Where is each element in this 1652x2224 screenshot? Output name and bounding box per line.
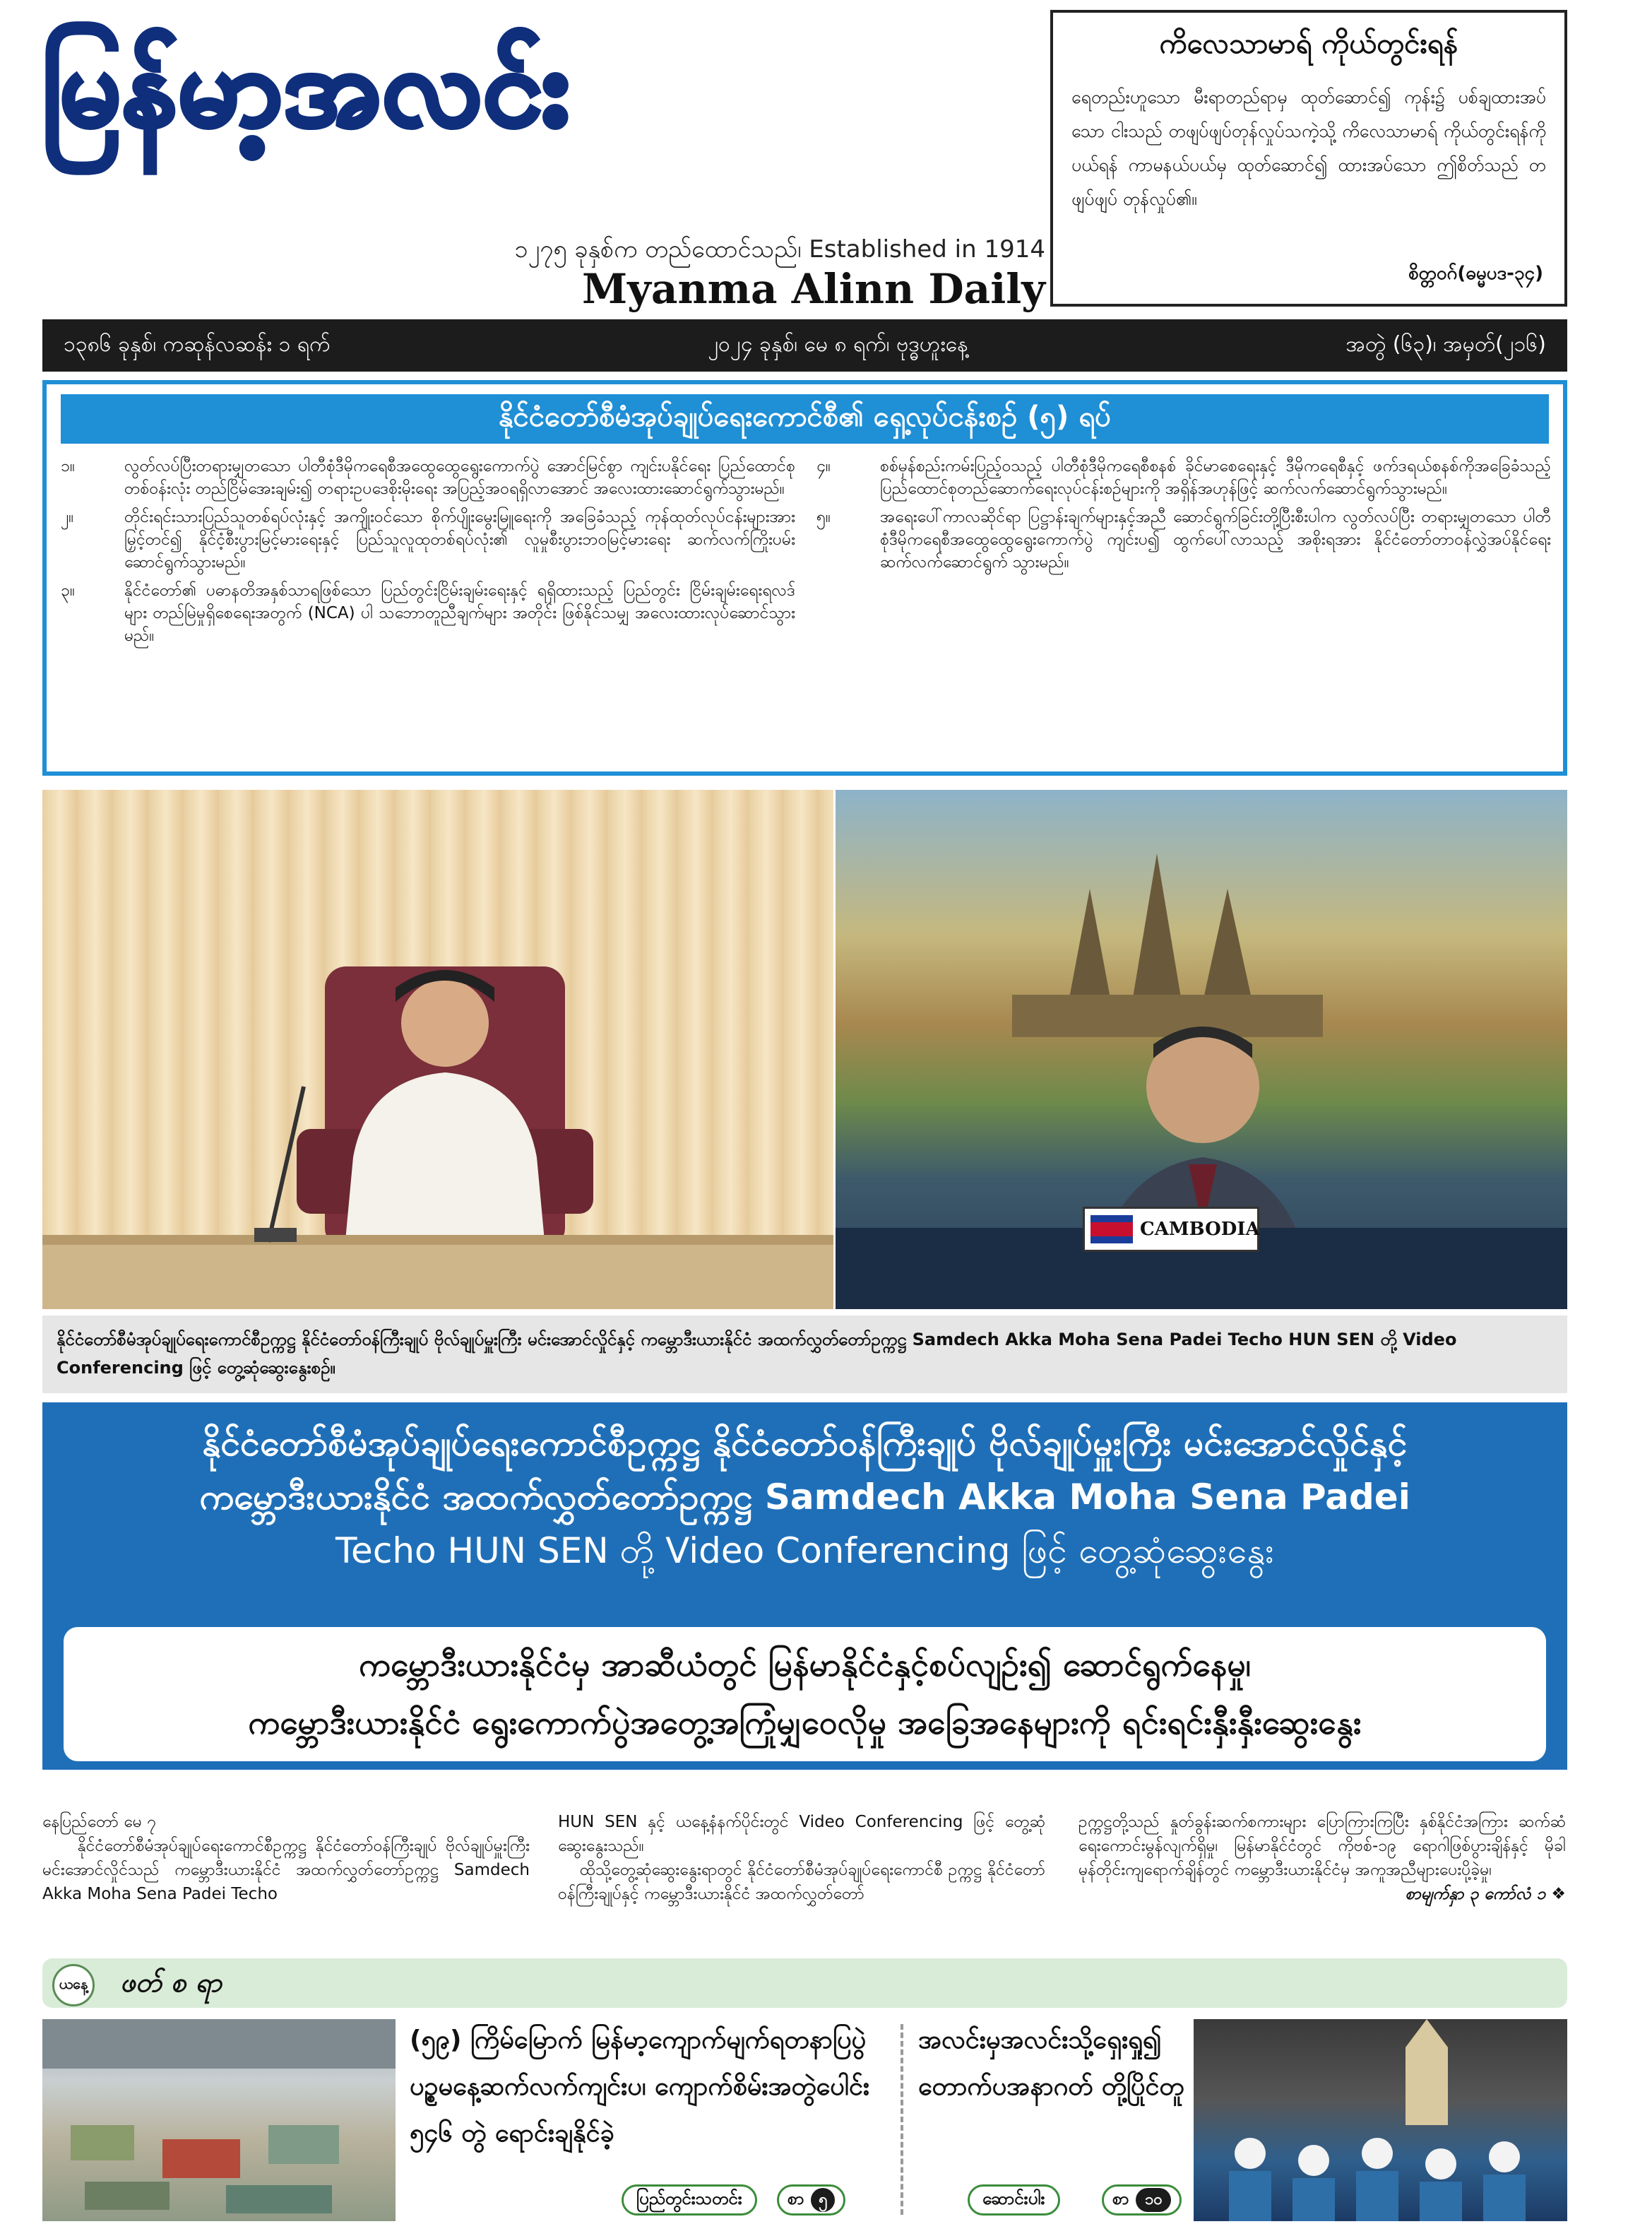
page-number: ၁၀	[1136, 2188, 1171, 2212]
objective-item	[816, 506, 1551, 574]
teaser-line: တောက်ပအနာဂတ် တို့ပြိုင်တူ	[918, 2072, 1184, 2101]
masthead	[42, 14, 1059, 313]
teaser-divider	[901, 2024, 906, 2215]
quote-body: ရေတည်းဟူသော မီးရာတည်ရာမှ ထုတ်ဆောင်၍ ကုန်း၌ ပစ်ချထားအပ်သော ငါးသည် တဖျပ်ဖျပ်တုန်လှုပ်သကဲ့သို့ ကိလေသာမာရ် ကိုယ်တွင်းရန်ကို ပယ်ရန် ကာမနယ်ပယ်မှ ထုတ်ဆောင်၍ ထားအပ်သော ဤစိတ်သည် တဖျပ်ဖျပ် တုန်လှုပ်၏။	[1071, 87, 1546, 209]
cambodia-flag-icon	[1091, 1215, 1133, 1243]
page-link-5[interactable]	[777, 2184, 845, 2216]
page-prefix: စာ	[788, 2189, 804, 2208]
quote-source: စိတ္တဝဂ်(ဓမ္မပဒ-၃၄)	[1408, 263, 1543, 284]
gems-emporium-illustration	[42, 2019, 396, 2221]
objective-item	[816, 455, 1551, 500]
issue-number: အတွဲ (၆၃)၊ အမှတ်(၂၁၆)	[1345, 331, 1546, 357]
date-bar	[42, 319, 1567, 372]
newspaper-title: မြန်မာ့အလင်း	[42, 27, 571, 150]
quote-title: ကိလေသာမာရ် ကိုယ်တွင်းရန်	[1159, 28, 1458, 60]
objective-text: စစ်မှန်စည်းကမ်းပြည့်ဝသည့် ပါတီစုံဒီမိုကရေစီစနစ် ခိုင်မာစေရေးနှင့် ဒီမိုကရေစီနှင့် ဖက်ဒရယ်စနစ်ကိုအခြေခံသည့် ပြည်ထောင်စုတည်ဆောက်ရေးလုပ်ငန်းစဉ်များကို အရှိန်အဟုန်ဖြင့် ဆက်လက်ဆောင်ရွက်သွားမည်။	[880, 457, 1551, 498]
objectives-title: နိုင်ငံတော်စီမံအုပ်ချုပ်ရေးကောင်စီ၏ ရှေ့လုပ်ငန်းစဉ် (၅) ရပ်	[61, 394, 1549, 444]
headline-line: နိုင်ငံတော်စီမံအုပ်ချုပ်ရေးကောင်စီဥက္ကဋ္ဌ နိုင်ငံတော်ဝန်ကြီးချုပ် ဗိုလ်ချုပ်မှူးကြီး မင်းအောင်လှိုင်နှင့်	[202, 1423, 1408, 1464]
article-column-3	[1078, 1810, 1566, 1906]
page-link-10[interactable]	[1102, 2184, 1182, 2216]
photo-hun-sen	[836, 790, 1567, 1309]
main-headline	[42, 1402, 1567, 1770]
teaser-line: ၅၄၆ တွဲ ရောင်းချနိုင်ခဲ့	[410, 2119, 614, 2148]
objective-text: အရေးပေါ်ကာလဆိုင်ရာ ပြဋ္ဌာန်းချက်များနှင့်အညီ ဆောင်ရွက်ခြင်းတို့ပြီးစီးပါက လွတ်လပ်ပြီး တရားမျှတသော ပါတီစုံဒီမိုကရေစီအထွေထွေရွေးကောက်ပွဲ ကျင်းပ၍ ထွက်ပေါ်လာသည့် အစိုးရအား နိုင်ငံတော်တာဝန်လွှဲအပ်နိုင်ရေး ဆက်လက်ဆောင်ရွက် သွားမည်။	[880, 508, 1551, 572]
english-name: Myanma Alinn Daily	[581, 265, 1045, 313]
tag-article: ဆောင်းပါး	[968, 2184, 1060, 2216]
tag-domestic-news: ပြည်တွင်းသတင်း	[622, 2184, 757, 2216]
objective-text: လွတ်လပ်ပြီးတရားမျှတသော ပါတီစုံဒီမိုကရေစီအထွေထွေရွေးကောက်ပွဲ အောင်မြင်စွာ ကျင်းပနိုင်ရေး ပြည်ထောင်စုတစ်ဝန်းလုံး တည်ငြိမ်အေးချမ်း၍ တရားဥပဒေစိုးမိုးရေး အပြည့်အဝရရှိလာအောင် အလေးထားဆောင်ရွက်သွားမည်။	[124, 457, 795, 498]
myanmar-date: ၁၃၈၆ ခုနှစ်၊ ကဆုန်လဆန်း ၁ ရက်	[64, 331, 331, 357]
subtitle-line: ကမ္ဘောဒီးယားနိုင်ငံမှ အာဆီယံတွင် မြန်မာနိုင်ငံနှင့်စပ်လျဉ်း၍ ဆောင်ရွက်နေမှု၊	[359, 1645, 1251, 1684]
teaser-gems[interactable]	[410, 2017, 890, 2157]
objective-text: နိုင်ငံတော်၏ ပဓာနတိအနှစ်သာရဖြစ်သော ပြည်တွင်းငြိမ်းချမ်းရေးနှင့် ရရှိထားသည့် ပြည်တွင်း ငြိမ်းချမ်းရေးရလဒ်များ တည်မြဲမှုရှိစေရေးအတွက် (NCA) ပါ သဘောတူညီချက်များ အတိုင်း ဖြစ်နိုင်သမျှ အလေးထားလုပ်ဆောင်သွားမည်။	[124, 581, 795, 645]
subtitle-line: ကမ္ဘောဒီးယားနိုင်ငံ ရွေးကောက်ပွဲအတွေ့အကြုံမျှဝေလိုမှု အခြေအနေများကို ရင်းရင်းနှီးနှီးဆွေးနွေး	[248, 1703, 1362, 1741]
established-line: ၁၂၇၅ ခုနှစ်က တည်ထောင်သည်၊ Established in 1914	[514, 235, 1045, 264]
headline-subtitle	[64, 1627, 1546, 1761]
teaser-line: အလင်းမှအလင်းသို့ရှေးရှု၍	[918, 2025, 1162, 2054]
inside-bar	[42, 1958, 1567, 2008]
page-prefix: စာ	[1112, 2189, 1129, 2208]
objectives-box	[42, 380, 1567, 776]
article-column-1: နေပြည်တော် မေ ၇ နိုင်ငံတော်စီမံအုပ်ချုပ်ရေးကောင်စီဥက္ကဋ္ဌ နိုင်ငံတော်ဝန်ကြီးချုပ် ဗိုလ်ချုပ်မှူးကြီး မင်းအောင်လှိုင်သည် ကမ္ဘောဒီးယားနိုင်ငံ အထက်လွှတ်တော်ဥက္ကဋ္ဌ Samdech Akka Moha Sena Padei Techo	[42, 1813, 530, 1903]
country-nameplate	[1083, 1207, 1259, 1252]
photo-caption: နိုင်ငံတော်စီမံအုပ်ချုပ်ရေးကောင်စီဥက္ကဋ္ဌ နိုင်ငံတော်ဝန်ကြီးချုပ် ဗိုလ်ချုပ်မှူးကြီး မင်းအောင်လှိုင်နှင့် ကမ္ဘောဒီးယားနိုင်ငံ အထက်လွှတ်တော်ဥက္ကဋ္ဌ Samdech Akka Moha Sena Padei Techo HUN SEN တို့ Video Conferencing ဖြင့် တွေ့ဆုံဆွေးနွေးစဉ်။	[42, 1315, 1567, 1393]
objective-number: ၄။	[816, 457, 831, 475]
continued-marker: စာမျက်နှာ ၃ ကော်လံ ၁ ❖	[1405, 1885, 1566, 1903]
country-label: CAMBODIA	[1140, 1219, 1260, 1240]
photo-prime-minister	[42, 790, 833, 1309]
objective-number: ၁။	[61, 457, 75, 475]
objectives-left-column	[61, 455, 795, 653]
teaser-line: ပဉ္စမနေ့ဆက်လက်ကျင်းပ၊ ကျောက်စိမ်းအတွဲပေါင်း	[410, 2072, 870, 2101]
teaser-article[interactable]	[918, 2017, 1187, 2110]
objective-item	[61, 506, 795, 574]
students-museum-illustration	[1194, 2019, 1567, 2221]
students-museum-photo	[1194, 2019, 1567, 2221]
quote-box	[1050, 10, 1567, 307]
headline-line: Techo HUN SEN တို့ Video Conferencing ဖြင့် တွေ့ဆုံဆွေးနွေး	[335, 1530, 1274, 1571]
objective-number: ၅။	[816, 508, 831, 526]
page-number: ၅	[811, 2188, 835, 2212]
photo-left-illustration	[42, 790, 833, 1309]
objective-item	[61, 579, 795, 647]
headline-line: ကမ္ဘောဒီးယားနိုင်ငံ အထက်လွှတ်တော်ဥက္ကဋ္ဌ Samdech Akka Moha Sena Padei	[199, 1477, 1410, 1518]
objectives-right-column	[816, 455, 1551, 579]
inside-title: ဖတ် စ ရာ	[120, 1967, 222, 1998]
objective-item	[61, 455, 795, 500]
objective-number: ၂။	[61, 508, 74, 526]
teaser-line: (၅၉) ကြိမ်မြောက် မြန်မာ့ကျောက်မျက်ရတနာပြပွဲ	[410, 2025, 867, 2054]
gems-emporium-photo	[42, 2019, 396, 2221]
article-text: ဥက္ကဋ္ဌတို့သည် နှုတ်ခွန်းဆက်စကားများ ပြောကြားကြပြီး နှစ်နိုင်ငံအကြား ဆက်ဆံရေးကောင်းမွန်လျက်ရှိမှု၊ မြန်မာနိုင်ငံတွင် ကိုဗစ်-၁၉ ရောဂါဖြစ်ပွားချိန်နှင့် မိုခါမုန်တိုင်းကျရောက်ချိန်တွင် ကမ္ဘောဒီးယားနိုင်ငံမှ အကူအညီများပေးပို့ခဲ့မှု၊	[1078, 1813, 1566, 1879]
objective-text: တိုင်းရင်းသားပြည်သူတစ်ရပ်လုံးနှင့် အကျိုးဝင်သော စိုက်ပျိုးမွေးမြူရေးကို အခြေခံသည့် ကုန်ထုတ်လုပ်ငန်းများအားမြှင့်တင်၍ နိုင်ငံ့စီးပွားမြင့်မားရေးနှင့် ပြည်သူလူထုတစ်ရပ်လုံး၏ လူမှုစီးပွားဘဝမြင့်မားရေး ဆက်လက်ကြိုးပမ်းဆောင်ရွက်သွားမည်။	[124, 508, 795, 572]
gregorian-date: ၂၀၂၄ ခုနှစ်၊ မေ ၈ ရက်၊ ဗုဒ္ဓဟူးနေ့	[708, 331, 968, 357]
objective-number: ၃။	[61, 581, 75, 600]
today-badge: ယနေ့	[52, 1964, 95, 2006]
headline-text	[64, 1416, 1546, 1578]
article-column-2: HUN SEN နှင့် ယနေ့နံနက်ပိုင်းတွင် Video Conferencing ဖြင့် တွေ့ဆုံဆွေးနွေးသည်။ ထိုသို့တွေ့ဆုံဆွေးနွေးရာတွင် နိုင်ငံတော်စီမံအုပ်ချုပ်ရေးကောင်စီ ဥက္ကဋ္ဌ နိုင်ငံတော်ဝန်ကြီးချုပ်နှင့် ကမ္ဘောဒီးယားနိုင်ငံ အထက်လွှတ်တော်	[558, 1813, 1045, 1903]
